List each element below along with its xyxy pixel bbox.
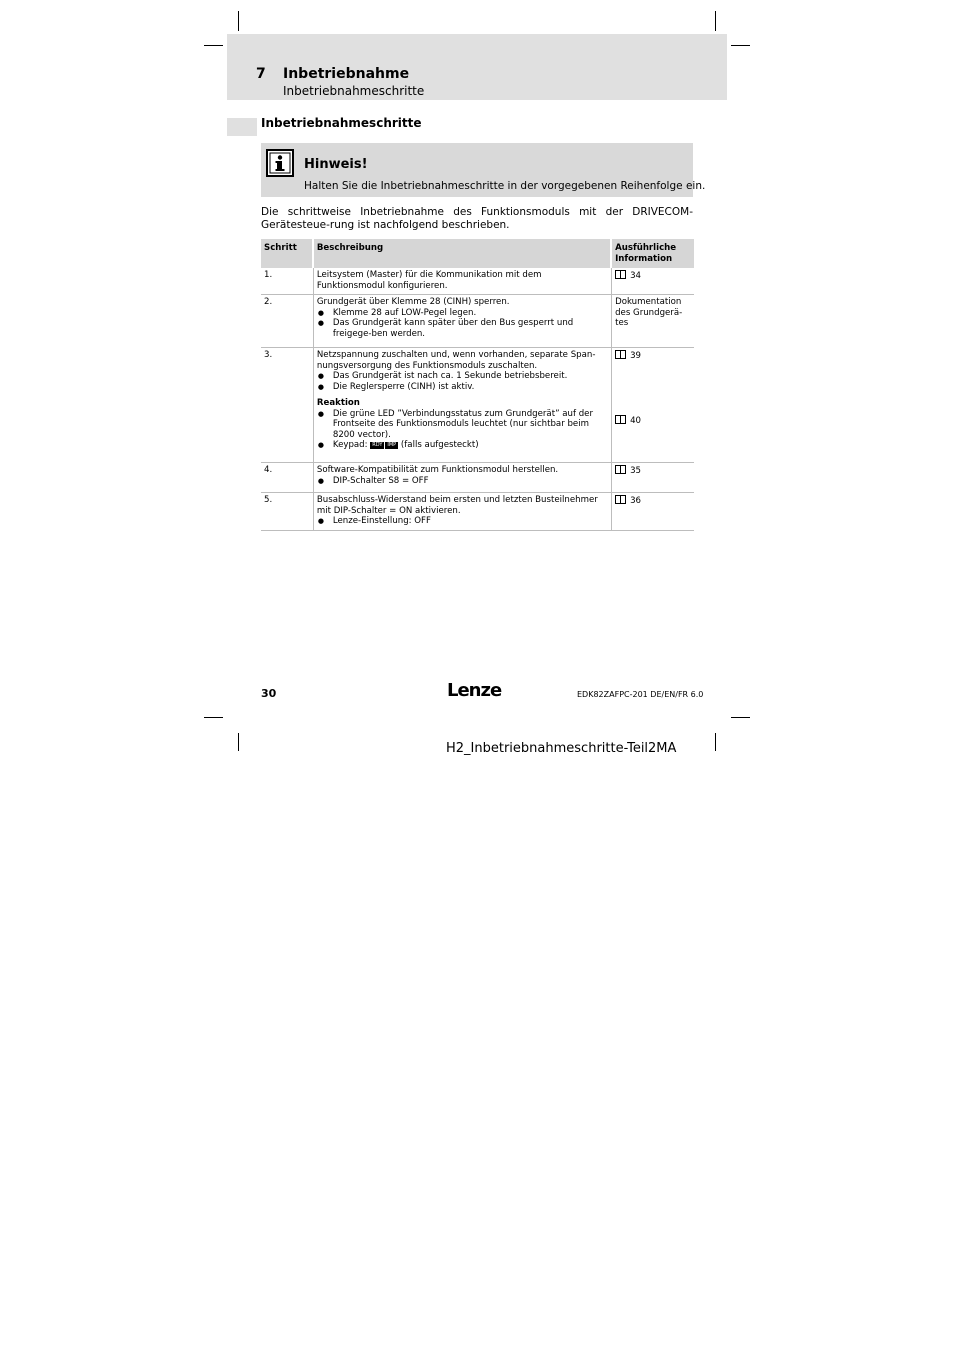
step-info [612,493,694,531]
page-reference: 40 [630,415,642,426]
step-text: Netzspannung zuschalten und, wenn vorhanden, separate Span-nungsversorgung des Funktionsmoduls zuschalten. [316,350,596,371]
column-header: Schritt [261,239,314,268]
crop-mark [715,11,716,31]
keypad-label: Keypad: [332,440,368,450]
crop-mark [731,717,750,718]
note-title: Hinweis! [304,157,368,172]
table-row [261,463,694,493]
step-description [314,493,612,531]
bullet-item: ● Das Grundgerät ist nach ca. 1 Sekunde betriebsbereit. [317,371,608,382]
book-icon [615,350,626,359]
crop-mark [731,45,750,46]
step-number: 2. [261,295,314,348]
crop-mark [204,45,223,46]
crop-mark [238,11,239,31]
bullet-item: ● Lenze-Einstellung: OFF [317,516,608,527]
reaction-heading: Reaktion [316,398,360,408]
step-info [612,268,694,295]
step-description [314,463,612,493]
book-icon [615,415,626,424]
file-label: H2_Inbetriebnahmeschritte-Teil2MA [446,741,677,756]
step-text: Busabschluss-Widerstand beim ersten und letzten Busteilnehmer mit DIP-Schalter = ON aktivieren. [316,495,598,516]
bullet-item: ● Die Reglersperre (CINH) ist aktiv. [317,382,608,393]
step-text: Grundgerät über Klemme 28 (CINH) sperren. [316,297,510,307]
step-description [314,348,612,463]
page-number: 30 [261,687,277,700]
crop-mark [715,733,716,751]
page-reference: 39 [630,351,642,361]
step-info [612,463,694,493]
chapter-title: Inbetriebnahme [283,66,410,82]
table-row [261,295,694,348]
table-header-row [261,239,694,268]
step-info: Dokumentation des Grundgerä-tes [612,295,694,348]
intro-paragraph: Die schrittweise Inbetriebnahme des Funktionsmoduls mit der DRIVECOM-Gerätesteue-rung ist nachfolgend beschrieben. [261,206,693,231]
steps-table [261,239,694,531]
note-text: Halten Sie die Inbetriebnahmeschritte in der vorgegebenen Reihenfolge ein. [304,180,706,192]
book-icon [615,465,626,474]
page-reference: 36 [630,496,642,506]
bullet-item [317,440,608,451]
book-icon [615,495,626,504]
step-number: 3. [261,348,314,463]
bullet-item: ● DIP-Schalter S8 = OFF [317,476,608,487]
page-reference: 35 [630,466,642,476]
column-header: Beschreibung [314,239,612,268]
lenze-logo: Lenze [447,680,502,701]
chapter-number: 7 [256,66,266,82]
table-row [261,268,694,295]
book-icon [615,270,626,279]
keypad-note: (falls aufgesteckt) [400,440,479,450]
bullet-item: ● Das Grundgerät kann später über den Bus gesperrt und freigege-ben werden. [317,318,608,339]
step-text: Leitsystem (Master) für die Kommunikation mit dem Funktionsmodul konfigurieren. [316,270,542,291]
crop-mark [204,717,223,718]
bullet-item: ● Die grüne LED ”Verbindungsstatus zum Grundgerät” auf der Frontseite des Funktionsmoduls leuchtet (nur sichtbar beim 8200 vector). [317,409,608,441]
bullet-item: ● Klemme 28 auf LOW-Pegel legen. [317,308,608,319]
step-text: Software-Kompatibilität zum Funktionsmodul herstellen. [316,465,559,475]
chapter-subtitle: Inbetriebnahmeschritte [283,84,425,98]
step-number: 1. [261,268,314,295]
section-marker [227,118,257,136]
step-number: 5. [261,493,314,531]
keypad-rdy-indicator: RDY [372,442,383,448]
keypad-imp-indicator: IMP [387,442,397,448]
page-reference: 34 [630,271,642,281]
table-row [261,348,694,463]
table-row [261,493,694,531]
section-title: Inbetriebnahmeschritte [261,116,422,130]
crop-mark [238,733,239,751]
step-info [612,348,694,463]
step-description [314,268,612,295]
step-number: 4. [261,463,314,493]
document-id: EDK82ZAFPC-201 DE/EN/FR 6.0 [577,690,704,699]
column-header: Ausführliche Information [612,239,694,268]
step-description [314,295,612,348]
info-icon [266,149,294,177]
